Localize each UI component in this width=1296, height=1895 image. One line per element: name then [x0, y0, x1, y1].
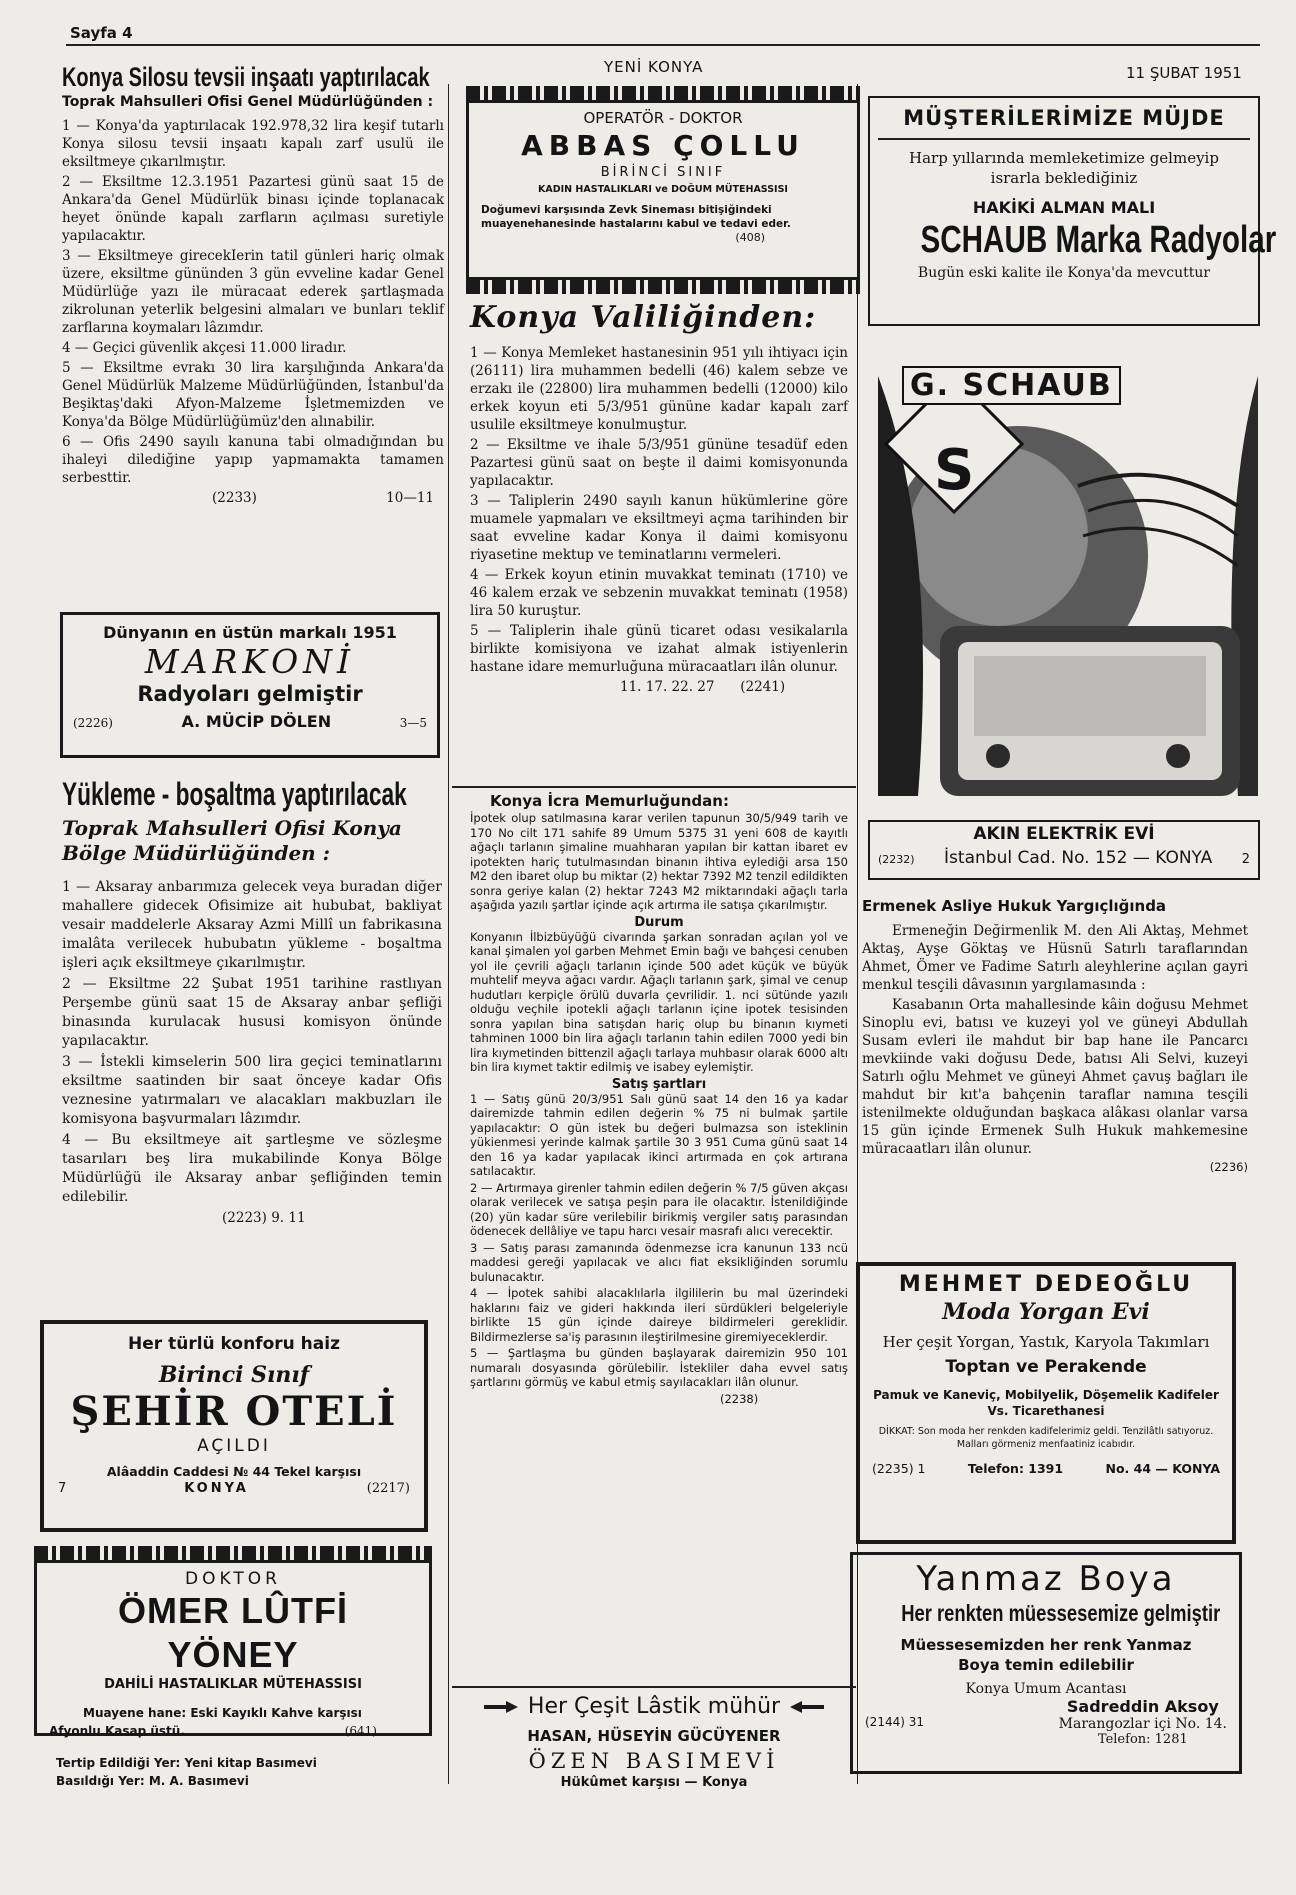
dedeoglu-line3: Pamuk ve Kaneviç, Mobilyelik, Döşemelik Kadifeler Vs. Ticarethanesi — [873, 1388, 1219, 1418]
pointing-hand-icon — [788, 1699, 826, 1715]
valilik-title: Konya Valiliğinden: — [470, 300, 817, 335]
yanmaz-boya-ad — [850, 1552, 1242, 1774]
icra-satis-paragraph: 1 — Satış günü 20/3/951 Salı günü saat 14 den 16 ya kadar dairemizde tahmin edilen değerin % 75 ni bulmak şartile yapılacaktır: O gün istek bu değeri bulmazsa son isteklinin yükienmesi yerinde kalmak şartile 30 3 951 Cuma günü saat 14 den 16 ya kadar yapılacak ikinci artırmada en çok artırana satılacaktır. — [470, 1091, 848, 1178]
ermenek-paragraph: Ermeneğin Değirmenlik M. den Ali Aktaş, Mehmet Aktaş, Ayşe Göktaş ve Hüsnü Satırlı taraflarından Ahmet, Ömer ve Fadime Satırlı aleyhlerine açılan gayri menkul tesçili dâvasının yargılamasında : — [862, 923, 1248, 993]
valilik-paragraph: 4 — Erkek koyun etinin muvakkat teminatı (1710) ve 46 kalem erzak ve sebzenin muvakkat teminatı (1958) lira 50 kuruştur. — [470, 567, 848, 619]
mujde-brand: SCHAUB Marka Radyolar — [920, 219, 1277, 261]
operator-name: ABBAS ÇOLLU — [521, 129, 805, 162]
silo-dates: 10—11 — [386, 490, 434, 506]
dedeoglu-addr: No. 44 — KONYA — [1105, 1461, 1220, 1476]
footer-basildigi: Basıldığı Yer: M. A. Basımevi — [56, 1774, 249, 1788]
silo-paragraph: 5 — Eksiltme evrakı 30 lira karşılığında Ankara'da Genel Müdürlük Malzeme Müdürlüğünden, İstanbul'da Beşiktaş'daki Afyon-Malzeme İşletmemizden ve Konya'da Bölge Müdürlüğümüz'den alınabilir. — [62, 360, 444, 430]
muhur-line2: HASAN, HÜSEYİN GÜCÜYENER — [527, 1727, 781, 1745]
akin-address: İstanbul Cad. No. 152 — KONYA — [944, 848, 1213, 868]
markoni-line1: Dünyanın en üstün markalı 1951 — [103, 623, 397, 642]
section-rule — [452, 786, 856, 788]
zigzag-border — [466, 86, 860, 100]
mujde-line3: Bugün eski kalite ile Konya'da mevcuttur — [917, 265, 1211, 281]
icra-satis-title: Satış şartları — [611, 1076, 707, 1092]
silo-title: Konya Silosu tevsii inşaatı yaptırılacak — [62, 62, 430, 92]
page-label: Sayfa 4 — [70, 24, 133, 42]
yukleme-paragraph: 1 — Aksaray anbarımıza gelecek veya buradan diğer mahallere gidecek Ofisimize ait hububat, bakliyat vesair maddelerle Aksaray Azmi Millî un fabrikasına imalâta verilecek hububatın yükleme - boşaltma işleri açık eksiltmeye çıkarılmıştır. — [62, 879, 442, 971]
valilik-ref: (2241) — [740, 679, 786, 695]
otel-ref: (2217) — [366, 1481, 410, 1496]
zigzag-border — [466, 280, 860, 294]
valilik-ad — [470, 300, 848, 698]
silo-paragraph: 4 — Geçici güvenlik akçesi 11.000 liradır. — [62, 340, 347, 356]
dedeoglu-sub: Moda Yorgan Evi — [942, 1299, 1150, 1325]
doktor-addr1: Muayene hane: Eski Kayıklı Kahve karşısı — [83, 1706, 362, 1720]
ermenek-paragraph: Kasabanın Orta mahallesinde kâin doğusu Mehmet Sinoplu evi, batısı ve kuzeyi yol ve güneyi Abdullah Susam evleri ile mahdut bir bap hane ile Pancarcı mevkiinde vaki doğusu Dede, batısı Ali Selvi, kuzeyi Satırlı oğlu Mehmet ve güneyi Ahmet çavuş bağları ile mahdut bir kıt'a bahçenin taraflar namına tesçili istenilmekte olduğundan başkaca alâkası olanlar varsa 15 gün içinde Ermenek Sulh Hukuk mahkemesine müracaatları ilân olunur. — [862, 997, 1248, 1157]
yukleme-paragraph: 2 — Eksiltme 22 Şubat 1951 tarihine rastlıyan Perşembe günü saat 15 de Aksaray anbar şefliği binasında kurulacak hususi komisyon önünde yapılacaktır. — [62, 976, 442, 1049]
silo-paragraph: 1 — Konya'da yaptırılacak 192.978,32 lira keşif tutarlı Konya silosu tevsii inşaatı kapalı zarf usulü ile eksiltmeye çıkarılmıştır. — [62, 118, 444, 170]
issue-date: 11 ŞUBAT 1951 — [1126, 64, 1242, 82]
markoni-line2: Radyoları gelmiştir — [137, 682, 363, 706]
schaub-mark: S — [934, 438, 975, 503]
otel-city: KONYA — [184, 1481, 249, 1496]
markoni-dates: 3—5 — [399, 716, 427, 730]
schaub-radio-ad — [878, 336, 1258, 816]
doktor-spec: DAHİLİ HASTALIKLAR MÜTEHASSISI — [104, 1677, 362, 1692]
otel-num: 7 — [58, 1481, 67, 1496]
yanmaz-line1: Her renkten müessesemize gelmiştir — [901, 1600, 1221, 1626]
mujde-title: MÜŞTERİLERİMİZE MÜJDE — [903, 106, 1225, 130]
yanmaz-line6: Telefon: 1281 — [1097, 1732, 1188, 1747]
icra-durum: Konyanın İlbizbüyüğü civarında şarkan sonradan açılan yol ve kanal şimalen yol garben Mehmet Emin bağı ve bahçesi cenuben yol ile çevrili ağaçlı tarlanın içinde 500 adet küçük ve büyük muhtelif meyva ağacı vardır. Ağaçlı tarlanın şark, şimal ve cenup hudutları kerpiçle örülü duvarla çevrilidir. 1. nci sütünde yazılı olduğu veçhile ipotekli ağaçlı tarlanın içine ipotek tesisinden sonra yapılan bina satışdan hariç olup bu binanın kıymeti tahminen 1000 bin lira ağaçlı tarlanın tahin edilen 7000 yedi bin lira kıymetinden bittenzil ağaçlı tarlaya muhbasır olarak 6000 altı bin lira kıymet taktir edilmiş ve isabey eylemiştir. — [470, 929, 848, 1074]
dedeoglu-line1: Her çeşit Yorgan, Yastık, Karyola Takımları — [882, 1333, 1210, 1351]
pointing-hand-icon — [482, 1699, 520, 1715]
operator-line1: OPERATÖR - DOKTOR — [583, 109, 743, 127]
radio-illustration — [878, 336, 1258, 816]
silo-paragraph: 2 — Eksiltme 12.3.1951 Pazartesi günü saat 15 de Ankara'da Genel Müdürlük binası içinde toplanacak heyet önünde kapalı zarfların açılması suretiyle yapılacaktır. — [62, 174, 444, 244]
valilik-paragraph: 5 — Taliplerin ihale günü ticaret odası vesikalarıla birlikte komisiyona ve izahat almak istiyenlerin hastane idare memurluğuna müracaatları ilân olunur. — [470, 623, 848, 675]
akin-num: 2 — [1241, 852, 1250, 867]
doktor-title: DOKTOR — [185, 1569, 281, 1589]
yukleme-ref: (2223) — [222, 1210, 267, 1226]
dedeoglu-name: MEHMET DEDEOĞLU — [898, 1272, 1194, 1297]
yukleme-org: Toprak Mahsulleri Ofisi Konya Bölge Müdürlüğünden : — [62, 816, 402, 865]
yanmaz-line2: Müessesemizden her renk Yanmaz Boya temin edilebilir — [900, 1636, 1192, 1674]
yukleme-paragraph: 4 — Bu eksiltmeye ait şartleşme ve sözleşme tasarıları beş lira mukabilinde Konya Bölge Müdürlüğü ile Aksaray anbar şefliğinden temin edilebilir. — [62, 1132, 442, 1205]
schaub-logo-text: G. SCHAUB — [902, 366, 1121, 405]
yukleme-dates: 9. 11 — [271, 1210, 306, 1226]
operator-line3: KADIN HASTALIKLARI ve DOĞUM MÜTEHASSISI — [538, 184, 788, 195]
markoni-ref: (2226) — [73, 716, 113, 730]
otel-name: ŞEHİR OTELİ — [70, 1388, 398, 1435]
mujde-line1: Harp yıllarında memleketimize gelmeyip israrla beklediğiniz — [909, 149, 1219, 187]
yanmaz-ref: (2144) 31 — [865, 1715, 924, 1729]
silo-ad — [62, 62, 444, 509]
valilik-paragraph: 1 — Konya Memleket hastanesinin 951 yılı ihtiyacı için (26111) lira muhammen bedelli (46) kalem sebze ve erzakı ile (22800) lira muhammen bedelli (12000) kilo erkek koyun eti 5/3/951 gününe kadar kapalı zarf usulile eksiltmeye konulmuştur. — [470, 345, 848, 433]
yukleme-paragraph: 3 — İstekli kimselerin 500 lira geçici teminatlarını eksiltme saatinden bir saat önceye kadar Ofis veznesine yatırmaları ve alacakları makbuzları ile komisyona başvurmaları lâzımdır. — [62, 1054, 442, 1127]
dedeoglu-ref: (2235) 1 — [872, 1461, 926, 1476]
markoni-dealer: A. MÜCİP DÖLEN — [181, 712, 332, 731]
dedeoglu-line2: Toptan ve Perakende — [945, 1357, 1147, 1377]
operator-line2: BİRİNCİ SINIF — [600, 165, 726, 180]
doktor-name: ÖMER LÛTFİ YÖNEY — [118, 1590, 348, 1675]
akin-shop: AKIN ELEKTRİK EVİ — [973, 824, 1155, 844]
otel-address: Alâaddin Caddesi № 44 Tekel karşısı — [106, 1464, 362, 1479]
icra-satis-paragraph: 3 — Satış parası zamanında ödenmezse icra kanunun 133 ncü maddesi gereği yapılacak ve alıcı fiat eksikliğinden sorumlu bulunacaktır. — [470, 1240, 848, 1284]
icra-intro: İpotek olup satılmasına karar verilen tapunun 30/5/949 tarih ve 170 No cilt 171 sahife 89 Umum 5375 31 yeni 608 de kayıtlı ağaçlı tarlanın şimaline muahharan yapılan bir kattan ibaret ev ipotekten hariç tutulmasından binanın ihtiva eylediği arsa 150 M2 den ibaret olup bu miktar (2) hektar 7392 M2 tenzil edildikten sonra geriye kalan (2) hektar 7243 M2 miktarındaki ağaçlı tarla aşağıda yazılı şartlar içinde açık artırma ile satışa çıkarılmıştır. — [470, 811, 848, 912]
muhur-ad — [452, 1694, 856, 1790]
operator-ref: (408) — [735, 231, 765, 244]
otel-line3: AÇILDI — [197, 1436, 271, 1456]
valilik-paragraph: 3 — Taliplerin 2490 sayılı kanun hükümlerine göre muamele yapmaları ve eksiltmeyi açma tarihinden bir saat evveline kadar Konya il daimi komisyonu riyasetine mektup ve teminatlarını vermeleri. — [470, 493, 848, 563]
yanmaz-title: Yanmaz Boya — [916, 1559, 1176, 1599]
dedeoglu-phone: Telefon: 1391 — [967, 1461, 1064, 1476]
doktor-ref: (641) — [344, 1724, 377, 1738]
icra-satis-paragraph: 2 — Artırmaya girenler tahmin edilen değerin % 7/5 güven akçası olarak verilecek ve satışa peşin para ile olacaktır. İstenildiğinde (20) yün kadar süre verilebilir birikmiş vergiler satış parasından ödenecek dellâliye ve tapu harcı vesair masrafı alıcı verecektir. — [470, 1180, 848, 1238]
mujde-ad — [868, 96, 1277, 326]
markoni-ad — [60, 612, 440, 758]
yanmaz-line5: Marangozlar içi No. 14. — [1058, 1716, 1227, 1732]
dedeoglu-ad — [856, 1262, 1236, 1544]
mujde-line2: HAKİKİ ALMAN MALI — [972, 198, 1156, 217]
silo-paragraph: 6 — Ofis 2490 sayılı kanuna tabi olmadığından bu ihaleyi dilediğine yapıp yapmamakta tamamen serbesttir. — [62, 434, 444, 486]
muhur-line3: ÖZEN BASIMEVİ — [528, 1749, 780, 1773]
icra-satis-paragraph: 4 — İpotek sahibi alacaklılarla ilgililerin bu mal üzerindeki haklarını faiz ve gideri hakkında ileri sürdükleri belgeleriyle birlikte 15 gün içinde daireye bildirmeleri gereklidir. Bildirmezlerse sa'iş parasının ileştirilmesine giremiyeceklerdir. — [470, 1286, 848, 1344]
paper-name: YENİ KONYA — [604, 58, 704, 76]
ermenek-title: Ermenek Asliye Hukuk Yargıçlığında — [862, 897, 1167, 915]
silo-paragraph: 3 — Eksiltmeye girecekIerin tatil günleri hariç olmak üzere, eksiltme gününden 3 gün evveline kadar Genel Müdürlüğe yazı ile müracaat ederek şartlaşmada zikrolunan yeterlik belgesini almaları ve bunları teklif zarflarına koymaları lâzımdır. — [62, 248, 444, 336]
yanmaz-line4: Sadreddin Aksoy — [1066, 1697, 1219, 1716]
mujde-underline — [878, 138, 1250, 140]
doktor-addr2: Afyonlu Kasap üstü. — [49, 1724, 185, 1738]
doktor-omer-ad — [34, 1560, 432, 1736]
muhur-line1: Her Çeşit Lâstik mühür — [527, 1694, 781, 1719]
column-separator — [448, 84, 449, 1784]
yanmaz-line3: Konya Umum Acantası — [965, 1681, 1127, 1697]
akin-elektrik-box — [868, 820, 1260, 880]
icra-durum-title: Durum — [634, 914, 684, 930]
muhur-line4: Hükûmet karşısı — Konya — [560, 1775, 748, 1790]
markoni-brand: MARKONİ — [144, 642, 356, 681]
yukleme-title: Yükleme - boşaltma yaptırılacak — [62, 776, 407, 812]
dedeoglu-line4: DİKKAT: Son moda her renkden kadifelerimiz geldi. Tenzilâtlı satıyoruz. Malları görmeniz menfaatiniz icabıdır. — [878, 1426, 1214, 1450]
operator-addr: Doğumevi karşısında Zevk Sineması bitişiğindeki muayenehanesinde hastalarını kabul ve tedavi eder. — [481, 204, 791, 230]
icra-satis-paragraph: 5 — Şartlaşma bu günden başlayarak dairemizin 950 101 numaralı dosyasında görülebilir. İstekliler daha evvel satış şartlarını görmüş ve kabul etmiş sayılacakları ilân olunur. — [470, 1346, 848, 1389]
section-rule — [452, 1686, 856, 1688]
otel-line1: Her türlü konforu haiz — [128, 1334, 340, 1354]
icra-title: Konya İcra Memurluğundan: — [490, 792, 729, 810]
valilik-dates: 11. 17. 22. 27 — [620, 679, 715, 695]
sehir-oteli-ad — [40, 1320, 428, 1532]
akin-ref: (2232) — [878, 853, 915, 866]
yukleme-ad — [62, 776, 442, 1229]
icra-ref: (2238) — [720, 1391, 759, 1406]
silo-org: Toprak Mahsulleri Ofisi Genel Müdürlüğünden : — [62, 94, 434, 110]
ermenek-ref: (2236) — [1209, 1160, 1248, 1174]
footer-tertip: Tertip Edildiği Yer: Yeni kitap Basımevi — [56, 1756, 317, 1770]
otel-line2: Birinci Sınıf — [158, 1362, 310, 1388]
operator-doktor-ad — [466, 100, 860, 280]
icra-ad — [470, 792, 848, 1408]
silo-ref: (2233) — [212, 490, 257, 506]
zigzag-border — [34, 1546, 432, 1560]
valilik-paragraph: 2 — Eksiltme ve ihale 5/3/951 gününe tesadüf eden Pazartesi günü saat on beşte il daimi komisyonunda yapılacaktır. — [470, 437, 848, 489]
ermenek-ad — [862, 896, 1248, 1177]
header-rule — [66, 44, 1260, 46]
